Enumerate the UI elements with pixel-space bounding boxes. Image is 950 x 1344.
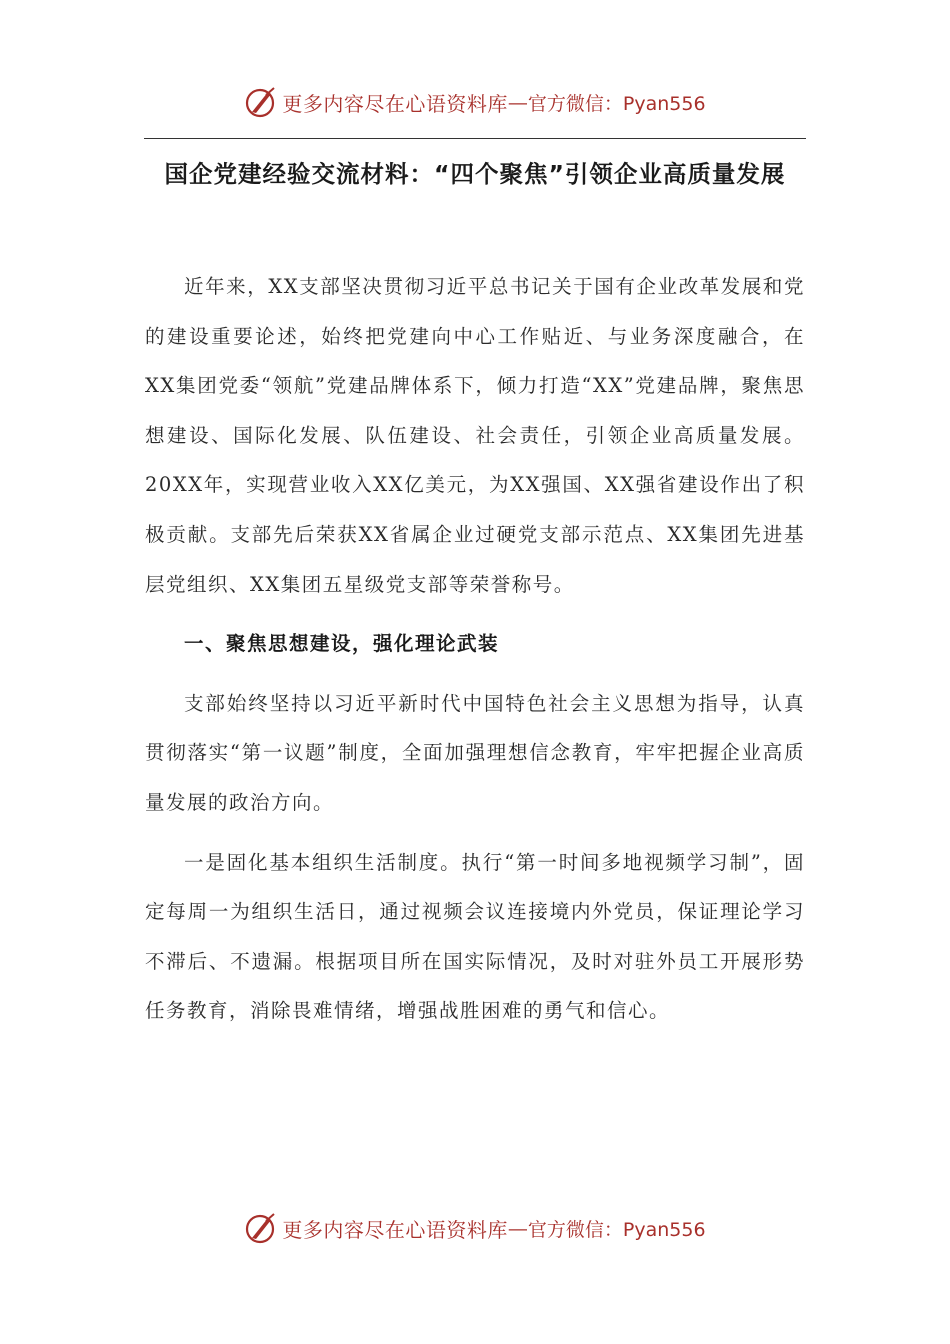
paragraph-point-one: 一是固化基本组织生活制度。执行“第一时间多地视频学习制”，固定每周一为组织生活日，通过视频会议连接境内外党员，保证理论学习不滞后、不遗漏。根据项目所在国实际情况，及时对驻外员工开展形势任务教育，消除畏难情绪，增强战胜困难的勇气和信心。	[145, 850, 805, 1023]
header-banner	[0, 82, 950, 122]
paragraph-intro: 近年来，XX支部坚决贯彻习近平总书记关于国有企业改革发展和党的建设重要论述，始终把党建向中心工作贴近、与业务深度融合，在XX集团党委“领航”党建品牌体系下，倾力打造“XX”党建品牌，聚焦思想建设、国际化发展、队伍建设、社会责任，引领企业高质量发展。20XX年，实现营业收入XX亿美元，为XX强国、XX强省建设作出了积极贡献。支部先后荣获XX省属企业过硬党支部示范点、XX集团先进基层党组织、XX集团五星级党支部等荣誉称号。	[145, 275, 805, 596]
banner-title: 更多内容尽在心语资料库	[282, 1217, 508, 1242]
banner-dash: —	[507, 1216, 528, 1240]
quill-logo-icon	[244, 1211, 278, 1245]
paragraph-section-intro: 支部始终坚持以习近平新时代中国特色社会主义思想为指导，认真贯彻落实“第一议题”制度，全面加强理想信念教育，牢牢把握企业高质量发展的政治方向。	[145, 691, 805, 814]
quill-logo-icon	[244, 85, 278, 119]
banner-wechat: 官方微信：Pyan556	[527, 92, 706, 115]
banner-dash: —	[507, 90, 528, 114]
document-body	[145, 262, 805, 1036]
banner-title: 更多内容尽在心语资料库	[282, 91, 508, 116]
section-heading: 一、聚焦思想建设，强化理论武装	[184, 632, 500, 656]
document-title: 国企党建经验交流材料：“四个聚焦”引领企业高质量发展	[164, 160, 786, 188]
banner-wechat: 官方微信：Pyan556	[527, 1218, 706, 1241]
header-divider	[144, 138, 806, 139]
footer-banner	[0, 1208, 950, 1248]
